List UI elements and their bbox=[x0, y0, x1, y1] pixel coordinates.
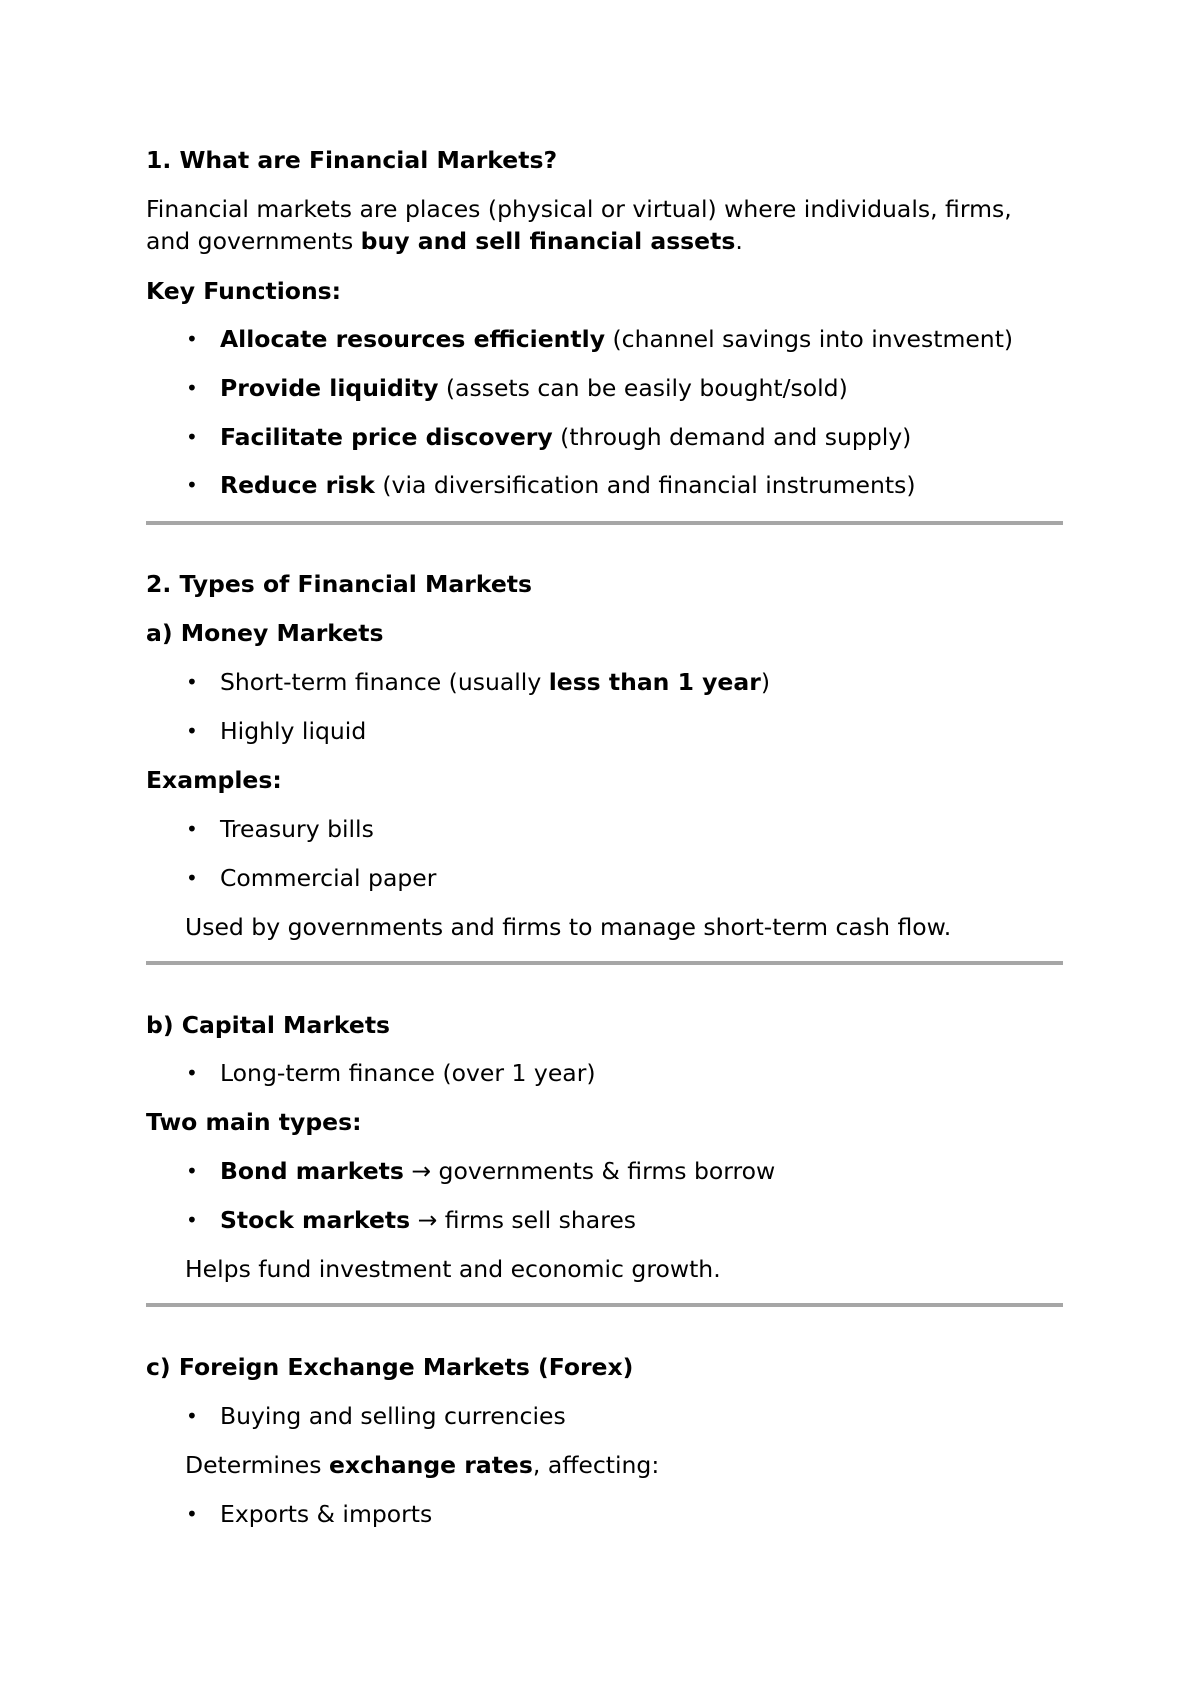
bullet-icon: • bbox=[186, 425, 198, 449]
bullet-icon: • bbox=[186, 719, 198, 743]
bullet-icon: • bbox=[186, 327, 198, 351]
bullet-icon: • bbox=[186, 376, 198, 400]
section1-heading: 1. What are Financial Markets? bbox=[146, 146, 558, 174]
key-functions-label: Key Functions: bbox=[146, 277, 342, 305]
document-page: 1. What are Financial Markets? Financial markets are places (physical or virtual) where individuals, firms, and governments buy and sell financial assets. Key Functions: • Allocate resources efficiently (channel savings into investment) • Provide liquidity (assets can be easily bought/sold) • Facilitate price discovery (through demand and supply) • Reduce risk (via diversification and financial instruments) 2. Types of Financial Markets a) Money Markets • Short-term finance (usually less than 1 year) • Highly liquid Examples: • Treasury bills • Commercial paper Used by governments and firms to manage short-term cash flow. b) Capital Markets • Long-term finance (over 1 year) Two main types: • Bond markets → governments & firms borrow • Stock markets → firms sell shares Helps fund investment and economic growth. c) Foreign Exchange Markets (Forex) • Buying and selling currencies Determines exchange rates, affecting: • Exports & imports bbox=[0, 0, 1200, 1696]
divider bbox=[146, 521, 1063, 525]
money-note: Used by governments and firms to manage short-term cash flow. bbox=[185, 913, 952, 941]
section2-heading: 2. Types of Financial Markets bbox=[146, 570, 532, 598]
divider bbox=[146, 961, 1063, 965]
examples-label: Examples: bbox=[146, 766, 282, 794]
money-markets-heading: a) Money Markets bbox=[146, 619, 384, 647]
bullet-icon: • bbox=[186, 866, 198, 890]
bullet-icon: • bbox=[186, 473, 198, 497]
bullet-icon: • bbox=[186, 1208, 198, 1232]
forex-heading: c) Foreign Exchange Markets (Forex) bbox=[146, 1353, 634, 1381]
divider bbox=[146, 1303, 1063, 1307]
bullet-icon: • bbox=[186, 1404, 198, 1428]
forex-note: Determines exchange rates, affecting: bbox=[185, 1451, 660, 1479]
bullet-icon: • bbox=[186, 670, 198, 694]
section1-intro-line1: Financial markets are places (physical or virtual) where individuals, firms, bbox=[146, 195, 1012, 223]
section1-intro-line2: and governments buy and sell financial assets. bbox=[146, 227, 743, 255]
capital-note: Helps fund investment and economic growth. bbox=[185, 1255, 721, 1283]
capital-markets-heading: b) Capital Markets bbox=[146, 1011, 391, 1039]
bullet-icon: • bbox=[186, 1061, 198, 1085]
bullet-icon: • bbox=[186, 817, 198, 841]
bullet-icon: • bbox=[186, 1502, 198, 1526]
bullet-icon: • bbox=[186, 1159, 198, 1183]
two-main-types-label: Two main types: bbox=[146, 1108, 362, 1136]
